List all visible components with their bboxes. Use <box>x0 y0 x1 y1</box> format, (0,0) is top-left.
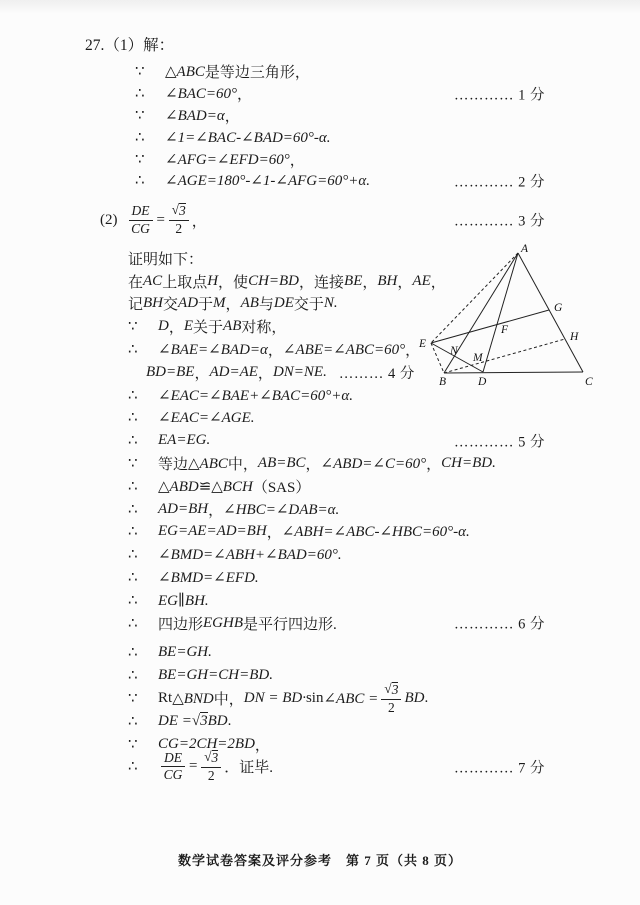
fraction <box>201 750 221 784</box>
math-run: CH=BD. <box>441 455 496 472</box>
therefore-symbol: ∴ <box>128 668 138 685</box>
math-run: △BND <box>172 691 214 708</box>
text-run: ， <box>305 457 321 474</box>
proof-line <box>128 612 640 635</box>
fraction <box>129 204 153 237</box>
text-run: ， <box>168 320 184 337</box>
text-run: . <box>227 712 232 729</box>
line-content <box>158 408 255 427</box>
fraction-denominator: CG <box>163 767 183 783</box>
therefore-symbol: ∴ <box>128 759 138 776</box>
because-symbol: ∵ <box>128 691 138 708</box>
math-run: ∠BMD=∠ABH+∠BAD=60°. <box>158 547 342 564</box>
math-run: EG∥BH. <box>158 592 209 609</box>
math-run: ∠1=∠BAC-∠BAD=60°-α. <box>165 129 331 146</box>
fraction-denominator: 2 <box>387 699 395 715</box>
therefore-symbol: ∴ <box>128 433 138 450</box>
line-content <box>158 453 496 474</box>
line-content <box>165 171 370 190</box>
text-run: ， <box>191 213 207 230</box>
text-run: ， <box>397 274 413 291</box>
proof-line <box>128 498 640 521</box>
math-run: BH <box>377 272 398 289</box>
line-content <box>158 339 420 360</box>
point-label-C: C <box>585 376 593 388</box>
therefore-symbol: ∴ <box>128 524 138 541</box>
proof-line <box>135 148 640 170</box>
part2-header-line <box>100 198 640 242</box>
segment-EG <box>431 310 549 343</box>
math-run: AD <box>178 295 199 312</box>
fraction-denominator: 2 <box>207 767 215 783</box>
text-run: sin <box>305 690 324 707</box>
line-content <box>158 713 231 730</box>
fraction-numerator <box>201 750 221 768</box>
therefore-symbol: ∴ <box>128 592 138 609</box>
math-run: AC <box>143 272 163 289</box>
math-run: BD=BE <box>146 363 195 380</box>
text-run: 记 <box>128 297 144 314</box>
score-mark: ……… 4 分 <box>338 365 415 382</box>
text-run: 对称， <box>241 320 287 337</box>
line-content <box>146 362 327 383</box>
therefore-symbol: ∴ <box>128 410 138 427</box>
fraction-numerator <box>169 203 189 221</box>
text-run: ， <box>225 297 241 314</box>
math-run: BH <box>143 295 164 312</box>
fraction-numerator <box>381 682 401 700</box>
therefore-symbol: ∴ <box>128 501 138 518</box>
line-content <box>158 644 212 661</box>
text-run: ， <box>267 343 283 360</box>
because-symbol: ∵ <box>128 736 138 753</box>
sqrt-expression <box>192 713 208 730</box>
score-mark: ………… 5 分 <box>454 434 545 451</box>
therefore-symbol: ∴ <box>135 86 145 103</box>
line-content <box>165 83 252 104</box>
text-run: ， <box>208 502 224 519</box>
text-run: ， <box>194 365 210 382</box>
segment-AC <box>518 253 583 372</box>
proof-line <box>128 710 640 733</box>
math-run: ∠EAC=∠BAE+∠BAC=60°+α. <box>158 387 353 404</box>
point-label-D: D <box>478 376 487 388</box>
proof-line <box>128 589 640 612</box>
text-run: 在 <box>128 274 144 291</box>
because-symbol: ∵ <box>128 456 138 473</box>
math-run: AB <box>223 318 242 335</box>
text-segment: DE <box>164 749 182 765</box>
math-run: DE = <box>158 712 192 729</box>
therefore-symbol: ∴ <box>128 713 138 730</box>
fraction-numerator <box>161 751 185 768</box>
math-run: EGHB <box>203 614 244 631</box>
because-symbol: ∵ <box>135 64 145 81</box>
point-label-E: E <box>419 338 427 350</box>
text-segment: DE <box>131 202 150 218</box>
text-run: 四边形 <box>158 616 204 633</box>
point-label-F: F <box>501 324 509 336</box>
therefore-symbol: ∴ <box>128 645 138 662</box>
proof-line <box>135 105 640 127</box>
text-run: ，使 <box>218 274 249 291</box>
fraction <box>169 203 189 237</box>
line-content <box>158 499 339 520</box>
proof-line <box>128 566 640 589</box>
text-run: ， <box>405 343 421 360</box>
text-run: ， <box>254 737 270 754</box>
math-run: △ABC <box>165 64 205 81</box>
line-content <box>158 432 210 449</box>
math-run: ∠ABD=∠C=60° <box>320 456 427 473</box>
math-run: AB=BC <box>257 455 306 472</box>
math-run: CG=2CH=2BD <box>158 735 255 752</box>
page-footer: 数学试卷答案及评分参考 第 7 页（共 8 页） <box>177 853 462 868</box>
math-run: EA=EG. <box>158 432 211 449</box>
because-symbol: ∵ <box>135 151 145 168</box>
math-run: ∠BAE=∠BAD=α <box>158 342 268 359</box>
proof-line <box>128 749 640 783</box>
math-run: D <box>158 318 169 335</box>
line-content <box>128 271 446 292</box>
point-label-H: H <box>570 331 579 343</box>
proof-line <box>128 407 640 430</box>
therefore-symbol: ∴ <box>135 129 145 146</box>
text-run: 是等边三角形， <box>204 65 310 82</box>
math-run: △ABC <box>188 456 228 473</box>
math-run: △ABD≌△BCH <box>158 478 253 495</box>
math-run: BE=GH. <box>158 644 212 661</box>
text-run: ， <box>289 152 305 169</box>
fraction <box>161 751 185 784</box>
text-run: 证明如下： <box>128 251 204 268</box>
geometry-figure <box>415 240 615 390</box>
therefore-symbol: ∴ <box>128 387 138 404</box>
fraction-denominator: CG <box>131 220 150 236</box>
score-mark: ………… 3 分 <box>454 213 545 230</box>
because-symbol: ∵ <box>128 319 138 336</box>
proof-line <box>135 170 640 192</box>
text-run: 与 <box>258 297 274 314</box>
math-run: BE <box>344 272 363 289</box>
math-run: ∠HBC=∠DAB=α. <box>223 501 340 518</box>
math-run: AD=AE <box>209 363 258 380</box>
text-run: ， <box>426 457 442 474</box>
line-content <box>165 61 310 82</box>
math-run: = <box>188 758 199 775</box>
fraction-denominator: 2 <box>175 221 183 236</box>
math-run: EG=AE=AD=BH <box>158 523 267 540</box>
math-run: BE=GH=CH=BD. <box>158 667 273 684</box>
point-label-N: N <box>450 345 458 357</box>
math-run: = <box>155 211 166 228</box>
line-content <box>158 521 470 542</box>
math-run: BD <box>404 690 425 707</box>
text-run: ，连接 <box>299 274 345 291</box>
therefore-symbol: ∴ <box>135 173 145 190</box>
proof-line <box>128 642 640 665</box>
math-run: AE <box>412 272 431 289</box>
part2-result-expression <box>126 203 207 237</box>
text-run: Rt <box>158 690 173 707</box>
math-run: ∠ABE=∠ABC=60° <box>282 342 406 359</box>
proof-line <box>128 452 640 475</box>
line-content <box>158 591 209 610</box>
math-run: ∠AGE=180°-∠1-∠AFG=60°+α. <box>165 173 370 190</box>
text-segment: 3 <box>211 750 219 766</box>
score-mark: ………… 2 分 <box>454 174 545 191</box>
text-run: ， <box>257 365 273 382</box>
fraction-numerator <box>129 204 153 221</box>
line-content <box>128 293 338 314</box>
text-run: 交于 <box>293 297 324 314</box>
line-content <box>128 248 203 269</box>
text-run: 关于 <box>193 320 224 337</box>
math-run: M <box>213 295 226 312</box>
therefore-symbol: ∴ <box>128 570 138 587</box>
math-run: N. <box>323 295 338 312</box>
text-segment: √ <box>384 680 392 696</box>
line-content <box>165 128 331 147</box>
proof-line <box>135 126 640 148</box>
therefore-symbol: ∴ <box>128 615 138 632</box>
line-content <box>158 386 353 405</box>
math-run: ∠EAC=∠AGE. <box>158 410 255 427</box>
segment-BC <box>444 372 583 373</box>
math-run: ∠ABC = <box>323 691 379 708</box>
text-segment: √ <box>191 712 201 729</box>
therefore-symbol: ∴ <box>128 342 138 359</box>
text-segment: 3 <box>179 203 186 219</box>
math-run: ∠AFG=∠EFD=60° <box>165 151 290 168</box>
math-run: H <box>207 272 219 289</box>
text-run: 中， <box>213 692 244 709</box>
therefore-symbol: ∴ <box>128 547 138 564</box>
part1-solution-lines <box>135 61 640 192</box>
score-mark: ………… 7 分 <box>454 760 545 777</box>
math-run: BD <box>207 712 228 729</box>
text-run: 是平行四边形. <box>243 616 337 633</box>
math-run: AD=BH <box>158 500 209 517</box>
proof-line <box>128 543 640 566</box>
proof-line <box>135 83 640 105</box>
proof-line <box>128 680 640 715</box>
text-segment: 3 <box>391 681 399 697</box>
point-label-G: G <box>554 302 563 314</box>
math-run: ∠ABH=∠ABC-∠HBC=60°-α. <box>281 524 470 541</box>
text-run: 中， <box>227 457 258 474</box>
proof-line <box>128 521 640 544</box>
math-run: DE <box>273 295 294 312</box>
score-mark: ………… 6 分 <box>454 616 545 633</box>
math-run: DN=NE. <box>272 363 327 380</box>
therefore-symbol: ∴ <box>128 478 138 495</box>
text-run: ， <box>430 274 446 291</box>
text-segment: √ <box>171 202 180 218</box>
text-run: ， <box>237 87 253 104</box>
math-run: ∠BAC=60° <box>165 86 238 103</box>
segment-EB <box>431 343 444 373</box>
text-run: 等边 <box>158 457 189 474</box>
math-run: AB <box>240 295 259 312</box>
because-symbol: ∵ <box>135 107 145 124</box>
text-run: ， <box>266 525 282 542</box>
part2-label: (2) <box>100 211 118 228</box>
point-label-A: A <box>521 243 529 255</box>
line-content <box>158 568 259 587</box>
math-run: E <box>183 318 194 335</box>
text-run: （SAS） <box>252 479 311 496</box>
math-run: CH=BD <box>248 272 300 289</box>
point-label-M: M <box>473 352 483 364</box>
text-run: 于 <box>198 297 214 314</box>
text-segment: √ <box>204 749 212 765</box>
math-run: DN = BD· <box>243 690 306 707</box>
line-content <box>165 149 305 170</box>
point-label-B: B <box>439 376 447 388</box>
line-content <box>158 545 342 564</box>
line-content <box>165 105 240 126</box>
text-run: ， <box>362 274 378 291</box>
math-run: ∠BMD=∠EFD. <box>158 570 259 587</box>
line-content <box>158 476 310 497</box>
line-content <box>158 613 337 634</box>
line-content <box>158 316 286 337</box>
proof-line <box>128 475 640 498</box>
text-run: 上取点 <box>162 274 208 291</box>
text-run: ， <box>224 108 240 125</box>
text-run: 交 <box>163 297 179 314</box>
math-run: ∠BAD=α <box>165 107 225 124</box>
proof-line <box>135 61 640 83</box>
text-segment: 3 <box>200 712 208 729</box>
question-number-header: 27.（1）解： <box>85 37 175 54</box>
score-mark: ………… 1 分 <box>454 87 545 104</box>
text-run: ．证毕. <box>224 760 274 777</box>
proof-line <box>128 429 640 452</box>
line-content <box>158 750 273 784</box>
text-run: . <box>424 690 429 707</box>
